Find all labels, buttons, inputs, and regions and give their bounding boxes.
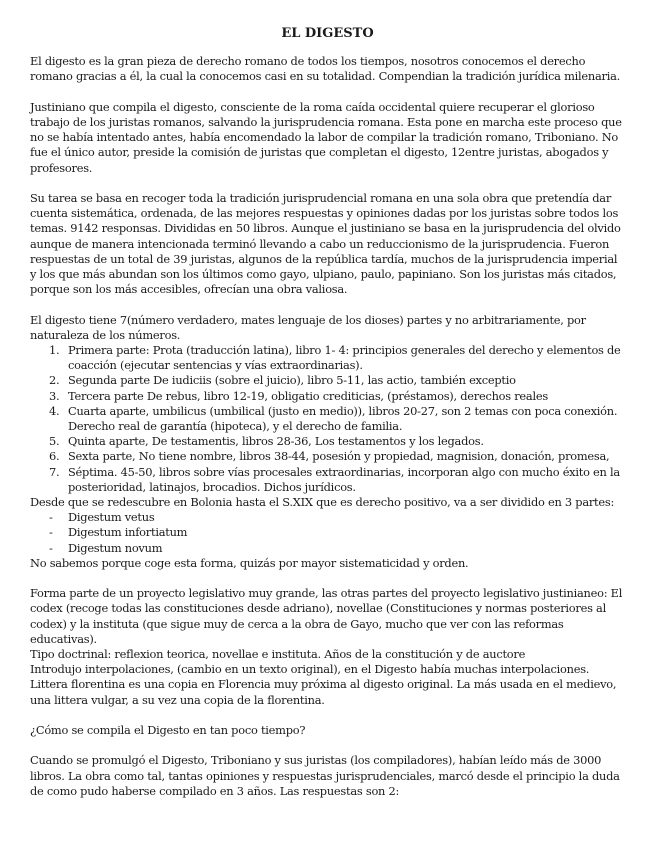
list-number: 7.	[49, 464, 60, 479]
list-item	[30, 404, 625, 434]
paragraph-gap	[30, 85, 625, 100]
list-item-text: Séptima. 45-50, libros sobre vías procesales extraordinarias, incorporan algo con mucho éxito en la posterioridad, latinajos, brocadios. Dichos jurídicos.	[68, 464, 620, 494]
paragraph-gap	[30, 571, 625, 586]
list-item	[30, 465, 625, 495]
paragraph-gap	[30, 708, 625, 723]
list-number: 6.	[49, 449, 60, 464]
list-number: 3.	[49, 388, 60, 403]
paragraph-interpolaciones: Introdujo interpolaciones, (cambio en un texto original), en el Digesto había muchas interpolaciones. Littera florentina es una copia en Florencia muy próxima al digesto original. La más usada en el medievo, una littera vulgar, a su vez una copia de la florentina.	[30, 662, 617, 707]
parts-list	[30, 343, 625, 495]
list-item	[30, 389, 625, 404]
list-item	[30, 510, 625, 525]
list-item	[30, 343, 625, 373]
list-item	[30, 541, 625, 556]
list-item	[30, 373, 625, 388]
list-item-text: Sexta parte, No tiene nombre, libros 38-44, posesión y propiedad, magnision, donación, promesa,	[68, 449, 610, 464]
list-item-text: Cuarta aparte, umbilicus (umbilical (justo en medio)), libros 20-27, son 2 temas con poca conexión. Derecho real de garantía (hipoteca), y el derecho de familia.	[68, 403, 618, 434]
list-item-text: Digestum infortiatum	[68, 525, 188, 540]
dash-mark: -	[49, 525, 53, 540]
list-item-text: Segunda parte De iudiciis (sobre el juicio), libro 5-11, las actio, también exceptio	[68, 373, 516, 388]
paragraph-pregunta: ¿Cómo se compila el Digesto en tan poco tiempo?	[30, 723, 306, 738]
list-item-text: Tercera parte De rebus, libro 12-19, obligatio crediticias, (préstamos), derechos reales	[68, 388, 548, 403]
paragraph-proyecto: Forma parte de un proyecto legislativo muy grande, las otras partes del proyecto legislativo justinianeo: El codex (recoge todas las constituciones desde adriano), novellae (Constituciones y normas posteriores al codex) y la instituta (que sigue muy de cerca a la obra de Gayo, mucho que ver con las reformas educativas).	[30, 586, 623, 646]
dash-mark: -	[49, 540, 53, 555]
list-item	[30, 449, 625, 464]
list-number: 2.	[49, 373, 60, 388]
paragraph-tarea: Su tarea se basa en recoger toda la tradición jurisprudencial romana en una sola obra que pretendía dar cuenta sistemática, ordenada, de las mejores respuestas y opiniones dadas por los juristas sobre todos los temas. 9142 responsas. Divididas en 50 libros. Aunque el justiniano se basa en la jurisprudencia del olvido aunque de manera intencionada terminó llevando a cabo un reduccionismo de la jurisprudencia. Fueron respuestas de un total de 39 juristas, algunos de la república tardía, muchos de la jurisprudencia imperial y los que más abundan son los últimos como gayo, ulpiano, paulo, papiniano. Son los juristas más citados, porque son los más accesibles, ofrecían una obra valiosa.	[30, 191, 621, 297]
paragraph-siete-partes: El digesto tiene 7(número verdadero, mates lenguaje de los dioses) partes y no arbitrariamente, por naturaleza de los números.	[30, 312, 586, 342]
list-item-text: Digestum vetus	[68, 510, 155, 525]
paragraph-gap	[30, 738, 625, 753]
paragraph-gap	[30, 297, 625, 312]
list-item-text: Digestum novum	[68, 540, 163, 555]
list-item	[30, 525, 625, 540]
list-number: 5.	[49, 434, 60, 449]
paragraph-respuesta: Cuando se promulgó el Digesto, Triboniano y sus juristas (los compiladores), habían leído más de 3000 libros. La obra como tal, tantas opiniones y respuestas jurisprudenciales, marcó desde el principio la duda de como pudo haberse compilado en 3 años. Las respuestas son 2:	[30, 753, 620, 798]
paragraph-justiniano: Justiniano que compila el digesto, consciente de la roma caída occidental quiere recuperar el glorioso trabajo de los juristas romanos, salvando la jurisprudencia romana. Esta pone en marcha este proceso que no se había intentado antes, había encomendado la labor de compilar la tradición romano, Triboniano. No fue el único autor, preside la comisión de juristas que completan el digesto, 12entre juristas, abogados y profesores.	[30, 99, 622, 175]
dash-mark: -	[49, 510, 53, 525]
document-page	[30, 26, 625, 799]
document-title: EL DIGESTO	[281, 26, 374, 41]
paragraph-bolonia: Desde que se redescubre en Bolonia hasta el S.XIX que es derecho positivo, va a ser dividido en 3 partes:	[30, 495, 615, 510]
list-item	[30, 434, 625, 449]
list-number: 4.	[49, 403, 60, 418]
list-item-text: Primera parte: Prota (traducción latina), libro 1- 4: principios generales del derecho y elementos de coacción (ejecutar sentencias y vías extraordinarias).	[68, 343, 621, 373]
paragraph-forma: No sabemos porque coge esta forma, quizás por mayor sistematicidad y orden.	[30, 555, 469, 570]
paragraph-intro: El digesto es la gran pieza de derecho romano de todos los tiempos, nosotros conocemos el derecho romano gracias a él, la cual la conocemos casi en su totalidad. Compendian la tradición jurídica milenaria.	[30, 54, 621, 84]
paragraph-tipo-doctrinal: Tipo doctrinal: reflexion teorica, novellae e instituta. Años de la constitución y de auctore	[30, 647, 526, 662]
list-item-text: Quinta aparte, De testamentis, libros 28-36, Los testamentos y los legados.	[68, 434, 484, 449]
paragraph-gap	[30, 176, 625, 191]
list-number: 1.	[49, 343, 60, 358]
divisions-list	[30, 510, 625, 556]
